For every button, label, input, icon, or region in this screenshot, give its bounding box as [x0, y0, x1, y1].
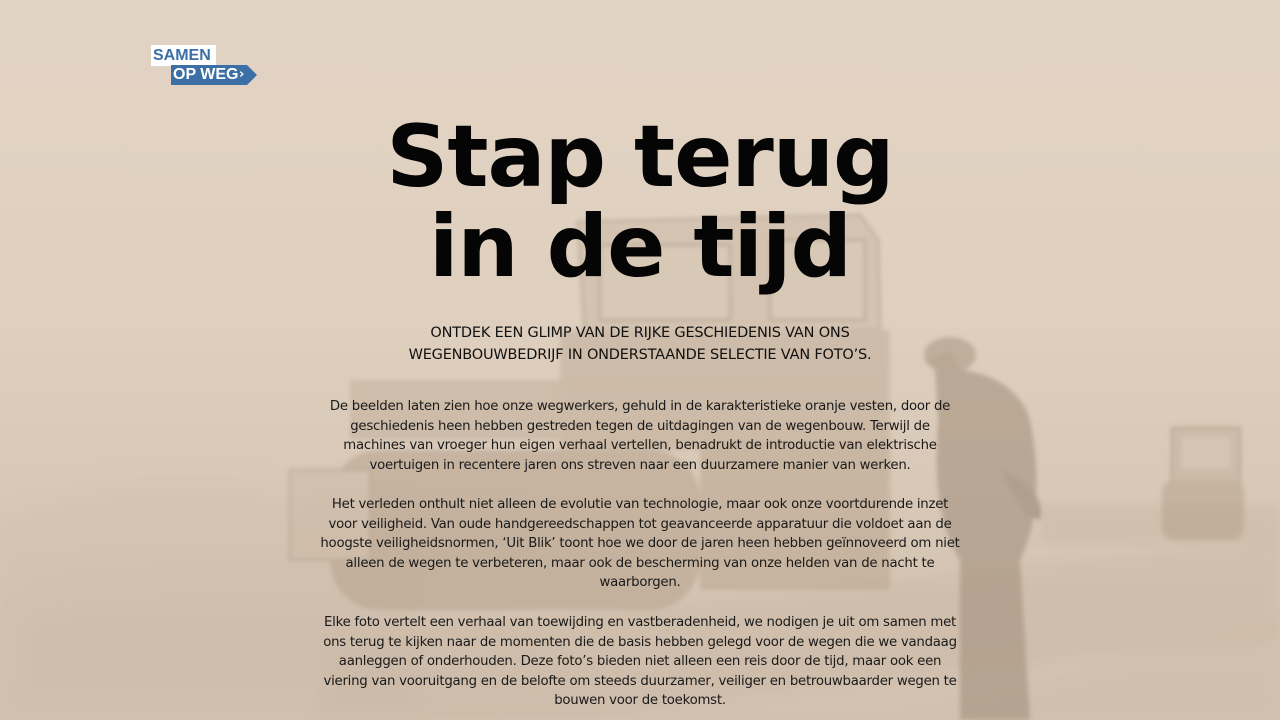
subtitle-line-2: WEGENBOUWBEDRIJF IN ONDERSTAANDE SELECTIE VAN FOTO’S. — [408, 347, 872, 363]
subtitle-line-1: ONTDEK EEN GLIMP VAN DE RIJKE GESCHIEDENIS VAN ONS — [430, 325, 850, 341]
intro-paragraph-3: Elke foto vertelt een verhaal van toewijding en vastberadenheid, we nodigen je uit om samen met ons terug te kijken naar de momenten die de basis hebben gelegd voor de wegen die we vandaag aanleggen of onderhouden. Deze foto’s bieden niet alleen een reis door de tijd, maar ook een viering van vooruitgang en de belofte om steeds duurzamer, veiliger en betrouwbaarder wegen te bouwen voor de toekomst. — [323, 615, 957, 708]
logo-text-samen: SAMEN — [151, 45, 216, 66]
title-line-2: in de tijd — [428, 197, 852, 297]
page-title — [0, 107, 1280, 297]
page-subtitle — [380, 322, 900, 366]
title-line-1: Stap terug — [386, 107, 894, 207]
logo-text-op-weg: OP WEG — [171, 65, 247, 85]
arrow-right-icon: › — [239, 67, 245, 82]
samen-op-weg-logo[interactable] — [151, 45, 259, 85]
intro-paragraph-2: Het verleden onthult niet alleen de evolutie van technologie, maar ook onze voortdurende inzet voor veiligheid. Van oude handgereedschappen tot geavanceerde apparatuur die voldoet aan de hoogste veiligheidsnormen, ‘Uit Blik’ toont hoe we door de jaren heen hebben geïnnoveerd om niet alleen de wegen te verbeteren, maar ook de bescherming van onze helden van de nacht te waarborgen. — [320, 497, 960, 590]
intro-paragraph-1: De beelden laten zien hoe onze wegwerkers, gehuld in de karakteristieke oranje vesten, door de geschiedenis heen hebben gestreden tegen de uitdagingen van de wegenbouw. Terwijl de machines van vroeger hun eigen verhaal vertellen, benadrukt de introductie van elektrische voertuigen in recentere jaren ons streven naar een duurzamere manier van werken. — [329, 399, 951, 473]
logo-arrow-shape — [247, 65, 257, 85]
